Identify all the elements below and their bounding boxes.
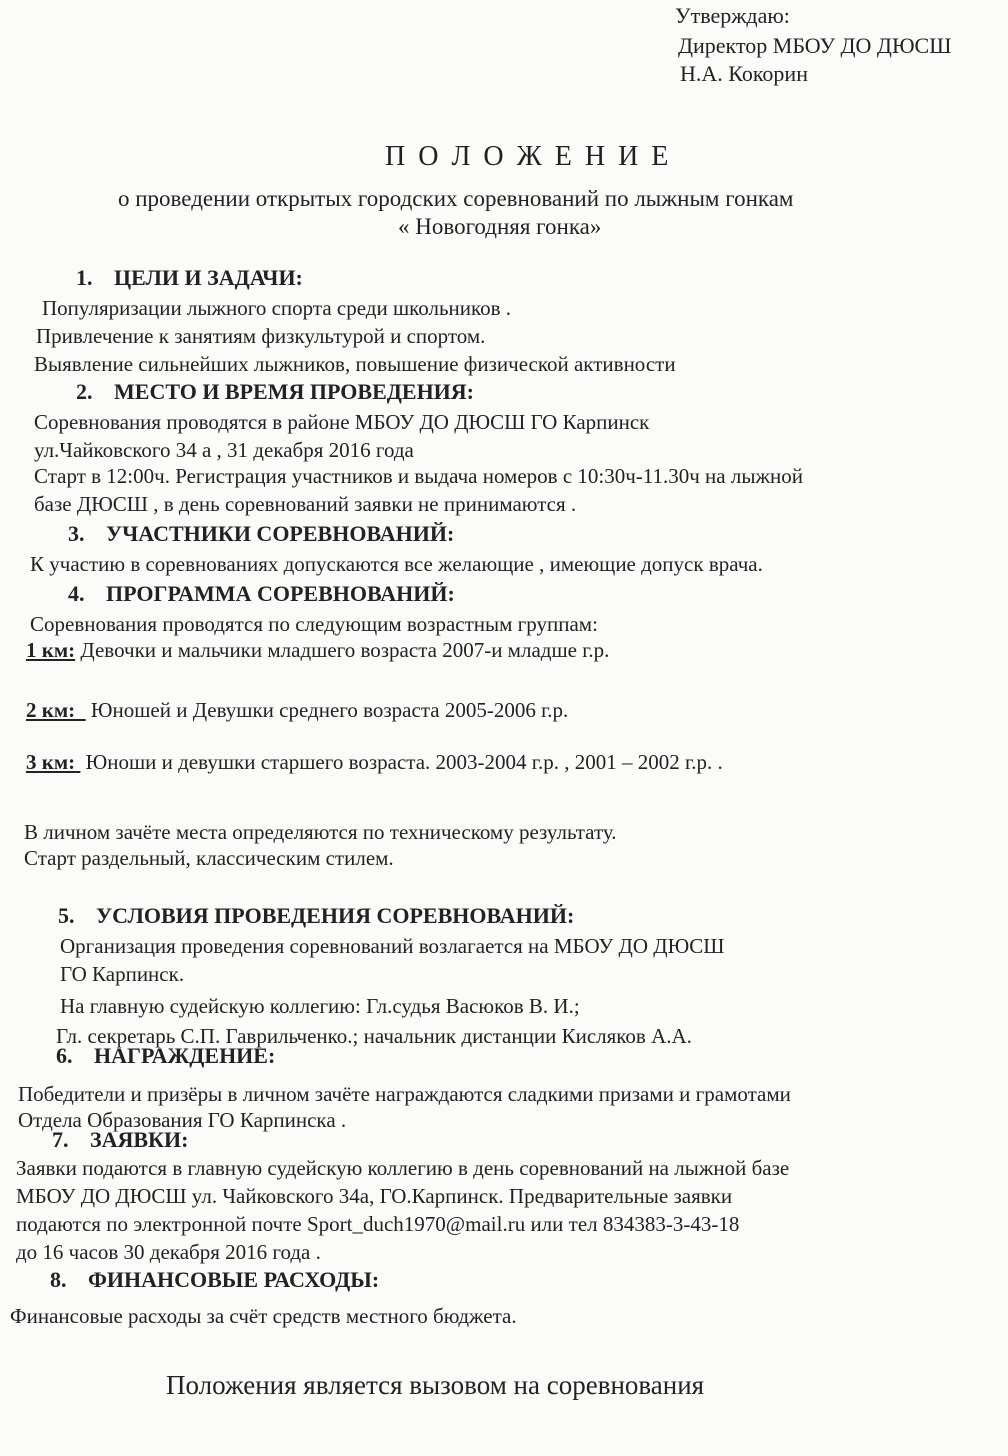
age-group-row: 3 км: Юноши и девушки старшего возраста. 2003-2004 г.р. , 2001 – 2002 г.р. . xyxy=(26,750,723,774)
section-8-line: Финансовые расходы за счёт средств местного бюджета. xyxy=(10,1304,517,1328)
approval-position: Директор МБОУ ДО ДЮСШ xyxy=(678,33,952,58)
approval-name: Н.А. Кокорин xyxy=(680,61,808,86)
section-1-line: Привлечение к занятиям физкультурой и спортом. xyxy=(36,324,486,348)
section-5-line: Гл. секретарь С.П. Гаврильченко.; начальник дистанции Кисляков А.А. xyxy=(56,1024,692,1048)
approval-label: Утверждаю: xyxy=(675,3,790,28)
section-5-heading: 5. УСЛОВИЯ ПРОВЕДЕНИЯ СОРЕВНОВАНИЙ: xyxy=(58,903,575,928)
section-4-note: Старт раздельный, классическим стилем. xyxy=(24,846,394,870)
section-2-line: Соревнования проводятся в районе МБОУ ДО ДЮСШ ГО Карпинск xyxy=(34,410,650,434)
section-4-heading: 4. ПРОГРАММА СОРЕВНОВАНИЙ: xyxy=(68,581,455,606)
section-6-line: Победители и призёры в личном зачёте награждаются сладкими призами и грамотами xyxy=(18,1082,791,1106)
section-6-heading: 6. НАГРАЖДЕНИЕ: xyxy=(56,1043,276,1068)
document-title: П О Л О Ж Е Н И Е xyxy=(385,141,672,172)
section-7-line: подаются по электронной почте Sport_duch1970@mail.ru или тел 834383-3-43-18 xyxy=(16,1212,740,1236)
document-subtitle: о проведении открытых городских соревнований по лыжным гонкам xyxy=(118,186,794,211)
section-6-line: Отдела Образования ГО Карпинска . xyxy=(18,1108,347,1132)
section-4-intro: Соревнования проводятся по следующим возрастным группам: xyxy=(30,612,598,636)
section-7-line: МБОУ ДО ДЮСШ ул. Чайковского 34а, ГО.Карпинск. Предварительные заявки xyxy=(16,1184,733,1208)
section-3-heading: 3. УЧАСТНИКИ СОРЕВНОВАНИЙ: xyxy=(68,521,455,546)
section-5-line: На главную судейскую коллегию: Гл.судья Васюков В. И.; xyxy=(60,994,580,1018)
section-3-line: К участию в соревнованиях допускаются все желающие , имеющие допуск врача. xyxy=(30,552,763,576)
section-1-heading: 1. ЦЕЛИ И ЗАДАЧИ: xyxy=(76,265,303,290)
section-2-line: Старт в 12:00ч. Регистрация участников и выдача номеров с 10:30ч-11.30ч на лыжной xyxy=(34,464,803,488)
section-5-line: ГО Карпинск. xyxy=(60,962,185,986)
competition-name: « Новогодняя гонка» xyxy=(398,214,602,239)
age-group-row: 2 км: Юношей и Девушки среднего возраста 2005-2006 г.р. xyxy=(26,698,569,722)
section-8-heading: 8. ФИНАНСОВЫЕ РАСХОДЫ: xyxy=(50,1267,380,1292)
section-1-line: Выявление сильнейших лыжников, повышение физической активности xyxy=(34,352,676,376)
section-1-line: Популяризации лыжного спорта среди школьников . xyxy=(42,296,512,320)
footer-statement: Положения является вызовом на соревнования xyxy=(166,1370,705,1400)
section-2-line: ул.Чайковского 34 а , 31 декабря 2016 года xyxy=(34,438,414,462)
section-7-line: Заявки подаются в главную судейскую коллегию в день соревнований на лыжной базе xyxy=(16,1156,790,1180)
section-4-note: В личном зачёте места определяются по техническому результату. xyxy=(24,820,617,844)
section-7-heading: 7. ЗАЯВКИ: xyxy=(52,1127,189,1152)
section-7-line: до 16 часов 30 декабря 2016 года . xyxy=(16,1240,321,1264)
section-5-line: Организация проведения соревнований возлагается на МБОУ ДО ДЮСШ xyxy=(60,934,725,958)
section-2-line: базе ДЮСШ , в день соревнований заявки не принимаются . xyxy=(34,492,577,516)
age-group-row: 1 км: Девочки и мальчики младшего возраста 2007-и младше г.р. xyxy=(26,638,610,662)
section-2-heading: 2. МЕСТО И ВРЕМЯ ПРОВЕДЕНИЯ: xyxy=(76,379,475,404)
